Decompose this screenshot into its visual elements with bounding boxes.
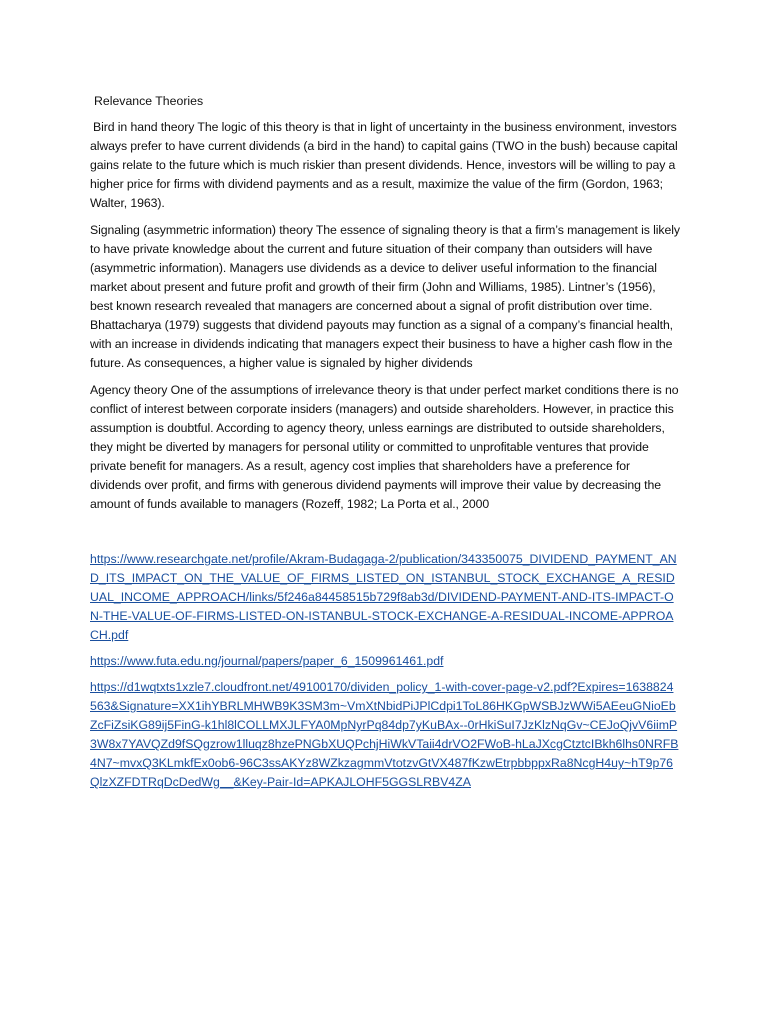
reference-links [90,550,680,792]
document-body [90,92,680,799]
paragraph-agency-theory: Agency theory One of the assumptions of irrelevance theory is that under perfect market conditions there is no conflict of interest between corporate insiders (managers) and outside shareholders. However, in practice this assumption is doubtful. According to agency theory, unless earnings are distributed to outside shareholders, they might be diverted by managers for personal utility or committed to unprofitable ventures that provide private benefit for managers. As a result, agency cost implies that shareholders have a preference for dividends over profit, and firms with generous dividend payments will improve their value by decreasing the amount of funds available to managers (Rozeff, 1982; La Porta et al., 2000 [90,383,679,511]
reference-link-cloudfront[interactable]: https://d1wqtxts1xzle7.cloudfront.net/49100170/dividen_policy_1-with-cover-page-v2.pdf?Expires=1638824563&Signature=XX1ihYBRLMHWB9K3SM3m~VmXtNbidPiJPlCdpi1ToL86HKGpWSBJzWWi5AEeuGNioEbZcFiZsiKG89ij5FinG-k1hl8lCOLLMXJLFYA0MpNyrPq84dp7yKuBAx--0rHkiSuI7JzKlzNqGv~CEJoQjvV6iimP3W8x7YAVQZd9fSQgzrow1lluqz8hzePNGbXUQPchjHiWkVTaii4drVO2FWoB-hLaJXcgCtztcIBkh6lhs0NRFB4N7~mvxQ3KLmkfEx0ob6-96C3ssAKYz8WZkzagmmVtotzvGtVX487fKzwEtrpbbppxRa8NcgH4uy~hT9p76QlzXZFDTRqDcDedWg__&Key-Pair-Id=APKAJLOHF5GGSLRBV4ZA [90,680,679,789]
paragraph-signaling-theory: Signaling (asymmetric information) theory The essence of signaling theory is that a firm’s management is likely to have private knowledge about the current and future situation of their company than outsiders will have (asymmetric information). Managers use dividends as a device to deliver useful information to the financial market about present and future profit and growth of their firm (John and Williams, 1985). Lintner’s (1956), best known research revealed that managers are concerned about a signal of profit distribution over time. Bhattacharya (1979) suggests that dividend payouts may function as a signal of a company’s financial health, with an increase in dividends indicating that managers expect their business to have a higher cash flow in the future. As consequences, a higher value is signaled by higher dividends [90,223,680,370]
reference-link-researchgate[interactable]: https://www.researchgate.net/profile/Akram-Budagaga-2/publication/343350075_DIVIDEND_PAYMENT_AND_ITS_IMPACT_ON_THE_VALUE_OF_FIRMS_LISTED_ON_ISTANBUL_STOCK_EXCHANGE_A_RESIDUAL_INCOME_APPROACH/links/5f246a84458515b729f8ab3d/DIVIDEND-PAYMENT-AND-ITS-IMPACT-ON-THE-VALUE-OF-FIRMS-LISTED-ON-ISTANBUL-STOCK-EXCHANGE-A-RESIDUAL-INCOME-APPROACH.pdf [90,552,677,642]
reference-link-futa[interactable]: https://www.futa.edu.ng/journal/papers/paper_6_1509961461.pdf [90,654,444,668]
paragraph-bird-in-hand-theory: Bird in hand theory The logic of this theory is that in light of uncertainty in the business environment, investors always prefer to have current dividends (a bird in the hand) to capital gains (TWO in the bush) because capital gains relate to the future which is much riskier than present dividends. Hence, investors will be willing to pay a higher price for firms with dividend payments and as a result, maximize the value of the firm (Gordon, 1963; Walter, 1963). [90,120,678,210]
section-heading: Relevance Theories [94,94,204,108]
